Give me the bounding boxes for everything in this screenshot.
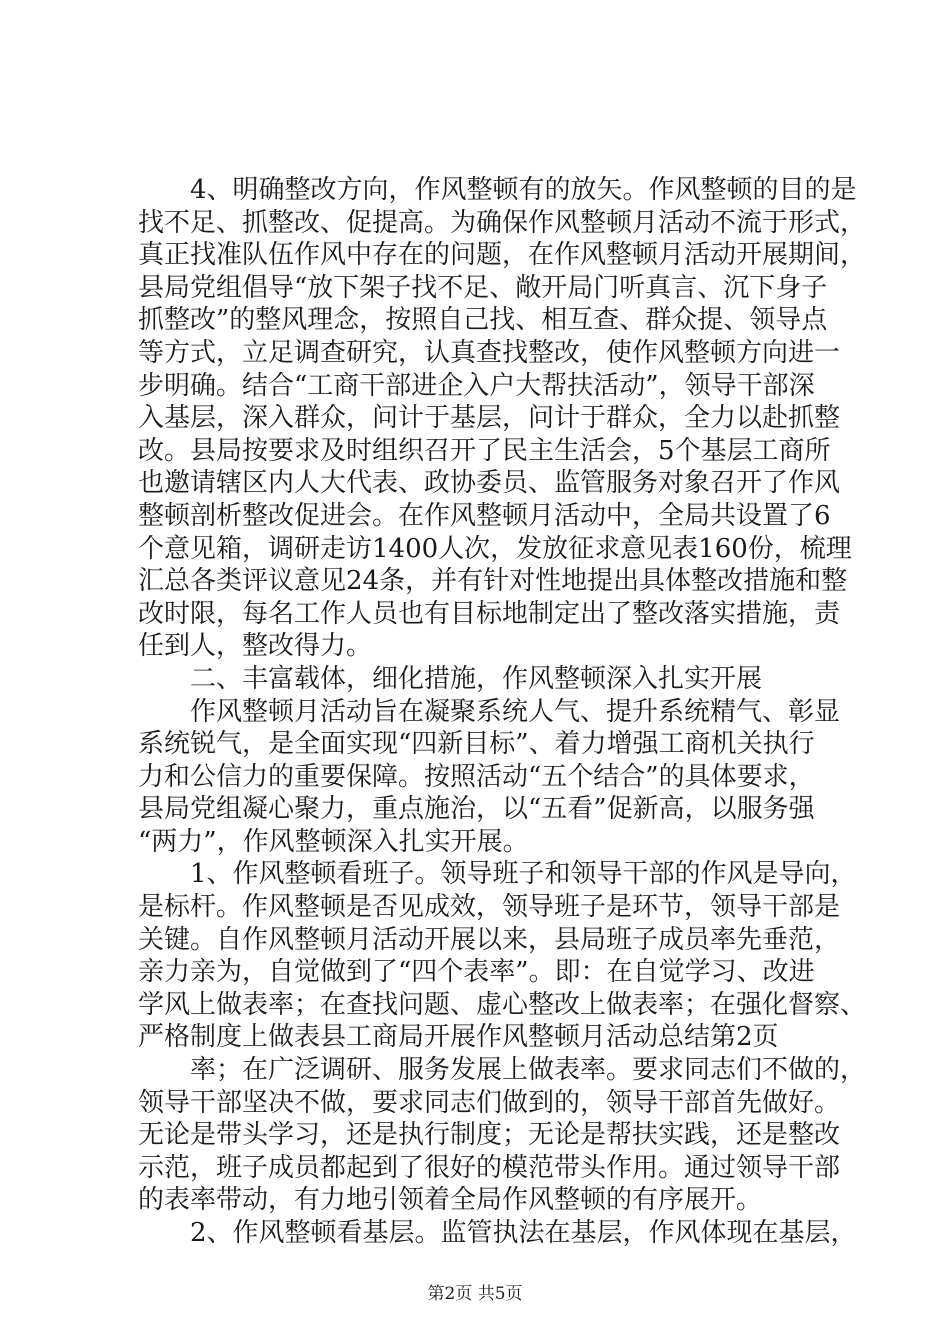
text-line: 县局党组倡导“放下架子找不足、敞开局门听真言、沉下身子 — [138, 272, 828, 303]
text-line: 二、丰富载体，细化措施，作风整顿深入扎实开展 — [190, 663, 763, 694]
page-footer: 第2页 共5页 — [427, 1284, 523, 1304]
text-line: 整顿剖析整改促进会。在作风整顿月活动中，全局共设置了6 — [138, 500, 831, 531]
text-line: 领导干部坚决不做，要求同志们做到的，领导干部首先做好。 — [138, 1087, 841, 1118]
text-line: 步明确。结合“工商干部进企入户大帮扶活动”，领导干部深 — [138, 370, 815, 401]
text-line: 改。县局按要求及时组织召开了民主生活会，5个基层工商所 — [138, 435, 831, 466]
text-line: 也邀请辖区内人大代表、政协委员、监管服务对象召开了作风 — [138, 468, 841, 499]
text-line: 学风上做表率；在查找问题、虚心整改上做表率；在强化督察、 — [138, 989, 867, 1020]
text-line: 4、明确整改方向，作风整顿有的放矢。作风整顿的目的是 — [190, 175, 857, 205]
text-line: 找不足、抓整改、促提高。为确保作风整顿月活动不流于形式， — [138, 207, 867, 238]
text-line: 作风整顿月活动旨在凝聚系统人气、提升系统精气、彰显 — [190, 696, 841, 727]
text-line: 个意见箱，调研走访1400人次，发放征求意见表160份，梳理 — [138, 533, 852, 564]
text-line: 等方式，立足调查研究，认真查找整改，使作风整顿方向进一 — [138, 337, 841, 368]
text-line: 抓整改”的整风理念，按照自己找、相互查、群众提、领导点 — [138, 305, 828, 336]
text-line: 入基层，深入群众，问计于基层，问计于群众，全力以赴抓整 — [138, 403, 841, 434]
text-line: 率；在广泛调研、服务发展上做表率。要求同志们不做的， — [190, 1055, 867, 1086]
text-line: 真正找准队伍作风中存在的问题，在作风整顿月活动开展期间， — [138, 240, 867, 271]
text-line: 严格制度上做表县工商局开展作风整顿月活动总结第2页 — [138, 1022, 779, 1053]
document-body — [138, 174, 867, 1250]
text-line: 的表率带动，有力地引领着全局作风整顿的有序展开。 — [138, 1185, 763, 1216]
text-line: 力和公信力的重要保障。按照活动“五个结合”的具体要求， — [138, 761, 815, 792]
text-line: 系统锐气，是全面实现“四新目标”、着力增强工商机关执行 — [138, 729, 815, 760]
text-line: 1、作风整顿看班子。领导班子和领导干部的作风是导向， — [190, 859, 857, 890]
text-line: 无论是带头学习，还是执行制度；无论是帮扶实践，还是整改 — [138, 1120, 841, 1151]
text-line: 改时限，每名工作人员也有目标地制定出了整改落实措施，责 — [138, 598, 841, 629]
text-line: 2、作风整顿看基层。监管执法在基层，作风体现在基层， — [190, 1218, 857, 1248]
text-line: 示范，班子成员都起到了很好的模范带头作用。通过领导干部 — [138, 1152, 841, 1183]
text-line: 亲力亲为，自觉做到了“四个表率”。即：在自觉学习、改进 — [138, 957, 815, 988]
text-line: 关键。自作风整顿月活动开展以来，县局班子成员率先垂范， — [138, 924, 841, 955]
text-line: 县局党组凝心聚力，重点施治，以“五看”促新高，以服务强 — [138, 794, 815, 825]
text-line: “两力”，作风整顿深入扎实开展。 — [138, 826, 529, 857]
text-line: 任到人，整改得力。 — [138, 631, 373, 662]
text-line: 汇总各类评议意见24条，并有针对性地提出具体整改措施和整 — [138, 566, 848, 597]
text-line: 是标杆。作风整顿是否见成效，领导班子是环节，领导干部是 — [138, 892, 841, 923]
